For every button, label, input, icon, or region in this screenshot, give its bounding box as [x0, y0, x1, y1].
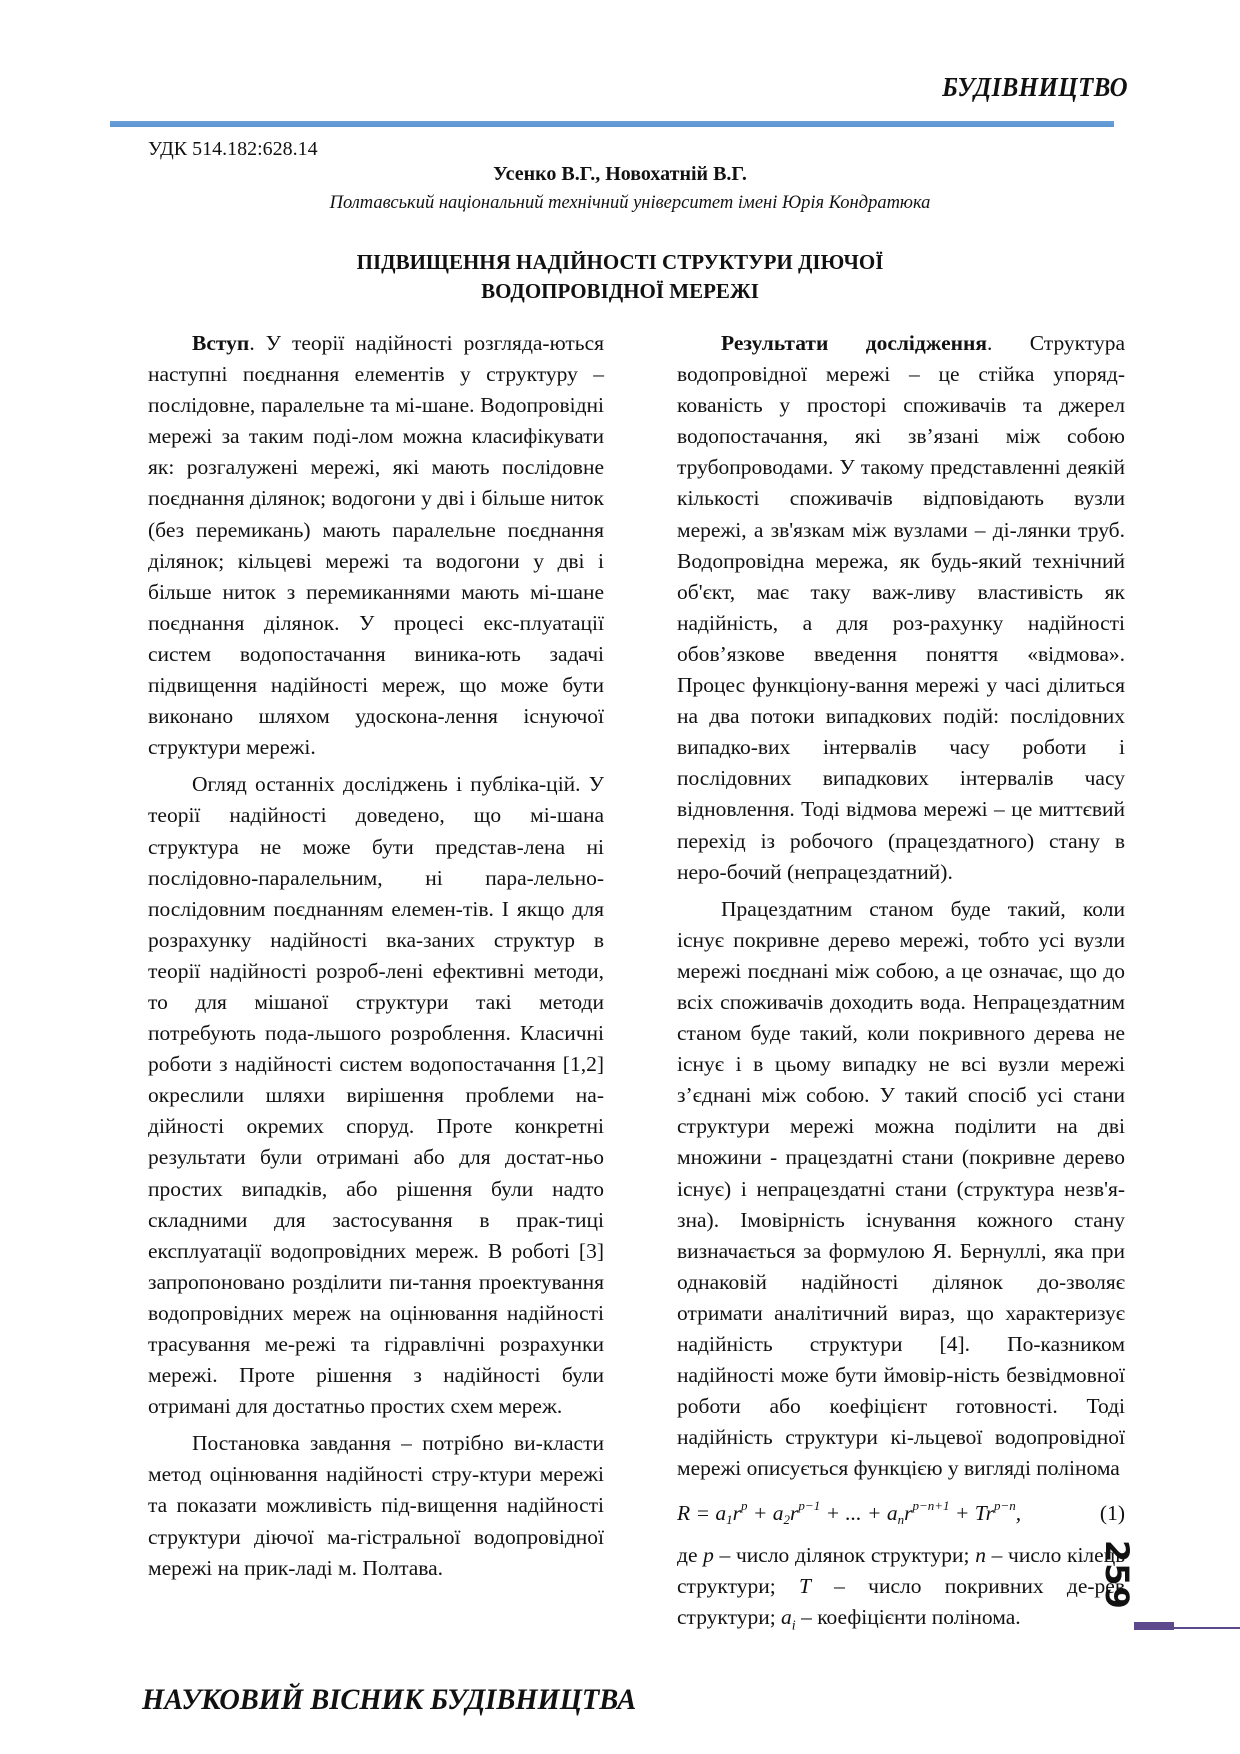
- journal-title: НАУКОВИЙ ВІСНИК БУДІВНИЦТВА: [142, 1683, 637, 1716]
- section-header: БУДІВНИЦТВО: [942, 72, 1128, 102]
- affiliation: Полтавський національний технічний університет імені Юрія Кондратюка: [329, 193, 931, 213]
- page-number: 259: [1098, 1540, 1136, 1610]
- results-text: . Структура водопровідної мережі – це стійка упоряд-кованість у просторі споживачів та джерел водопостачання, які зв’язані між собою трубопроводами. У такому представленні деякій кількості споживачів відповідають вузли мережі, а зв'язкам між вузлами – ді-лянки труб. Водопровідна мережа, як будь-який технічний об'єкт, має таку важ-ливу властивість як надійність, а для роз-рахунку надійності обов’язкове введення поняття «відмова». Процес функціону-вання мережі у часі ділиться на два потоки випадкових подій: послідовних випадко-вих інтервалів часу роботи і послідовних випадкових інтервалів часу відновлення. Тоді відмова мережі – це миттєвий перехід із робочого (працездатного) стану в неро-бочий (непрацездатний).: [677, 331, 1125, 884]
- equation-number: (1): [1099, 1501, 1125, 1526]
- where-paragraph: де p – число ділянок структури; n – число кілець структури; T – число покривних де-рев структури; $a_i$ – коефіцієнти полінома.: [677, 1542, 1126, 1634]
- results-paragraph: [677, 328, 1125, 888]
- header-rule: [110, 121, 1114, 127]
- task-paragraph: Постановка завдання – потрібно ви-класти метод оцінювання надійності стру-ктури мережі та показати можливість під-вищення надійності структури діючої ма-гістральної водопровідної мережі на прик-ладі м. Полтава.: [148, 1431, 604, 1580]
- intro-heading: Вступ: [192, 331, 250, 355]
- states-paragraph: Працездатним станом буде такий, коли існує покривне дерево мережі, тобто усі вузли мережі поєднані між собою, а це означає, що до всіх споживачів доходить вода. Непрацездатним станом буде такий, коли покривного дерева не існує і в цьому випадку не всі вузли мережі з’єднані між собою. У такий спосіб усі стани структури мережі можна поділити на дві множини - працездатні стани (покривне дерево існує) і непрацездатні стани (структура незв'я-зна). Імовірність існування кожного стану визначається за формулою Я. Бернуллі, яка при однаковій надійності ділянок до-зволяє отримати аналітичний вираз, що характеризує надійність структури [4]. По-казником надійності може бути ймовір-ність безвідмовної роботи або коефіцієнт готовності. Тоді надійність структури кі-льцевої водопровідної мережі описується функцією у вигляді полінома: [677, 896, 1125, 1481]
- reliability-formula: [677, 1490, 1125, 1535]
- title-line-1: ПІДВИЩЕННЯ НАДІЙНОСТІ СТРУКТУРИ ДІЮЧОЇ: [356, 250, 884, 274]
- intro-paragraph: [148, 328, 604, 763]
- page-marker-bar: [1134, 1622, 1174, 1630]
- page-marker-line: [1174, 1627, 1240, 1629]
- intro-text: . У теорії надійності розгляда-ються наступні поєднання елементів у структуру – послідовне, паралельне та мі-шане. Водопровідні мережі за таким поді-лом можна класифікувати як: розгалужені мережі, які мають послідовне поєднання ділянок; водогони у дві і більше ниток (без перемикань) мають паралельне поєднання ділянок; кільцеві мережі та водогони у дві і більше ниток з перемиканнями мають мі-шане поєднання ділянок. У процесі екс-плуатації систем водопостачання виника-ють задачі підвищення надійності мереж, що може бути виконано шляхом удоскона-лення існуючої структури мережі.: [148, 331, 604, 760]
- article-title: [0, 248, 1240, 306]
- authors: Усенко В.Г., Новохатній В.Г.: [493, 163, 747, 185]
- results-heading: Результати дослідження: [721, 331, 988, 355]
- left-column: [148, 328, 604, 1590]
- right-column: [677, 328, 1125, 1647]
- review-paragraph: Огляд останніх досліджень і публіка-цій. У теорії надійності доведено, що мі-шана структура не може бути представ-лена ні послідовно-паралельним, ні пара-лельно-послідовним поєднанням елемен-тів. І якщо для розрахунку надійності вка-заних структур в теорії надійності розроб-лені ефективні методи, то для мішаної структури такі методи потребують пода-льшого розроблення. Класичні роботи з надійності систем водопостачання [1,2] окреслили шляхи вирішення проблеми на-дійності окремих споруд. Проте конкретні результати були отримані або для достат-ньо простих випадків, або рішення були надто складними для застосування в прак-тиці експлуатації водопровідних мереж. В роботі [3] запропоновано розділити пи-тання проектування водопровідних мереж на оцінювання надійності трасування ме-режі та гідравлічні розрахунки мережі. Проте рішення з надійності були отримані для достатньо простих схем мереж.: [148, 772, 604, 1419]
- formula-expression: $R = a_1r^p + a_2r^{p-1}$ + ... + $a_nr^{p-n+1} + Tr^{p-n}$,: [677, 1498, 1022, 1528]
- title-line-2: ВОДОПРОВІДНОЇ МЕРЕЖІ: [481, 279, 759, 303]
- udc-code: УДК 514.182:628.14: [148, 138, 318, 160]
